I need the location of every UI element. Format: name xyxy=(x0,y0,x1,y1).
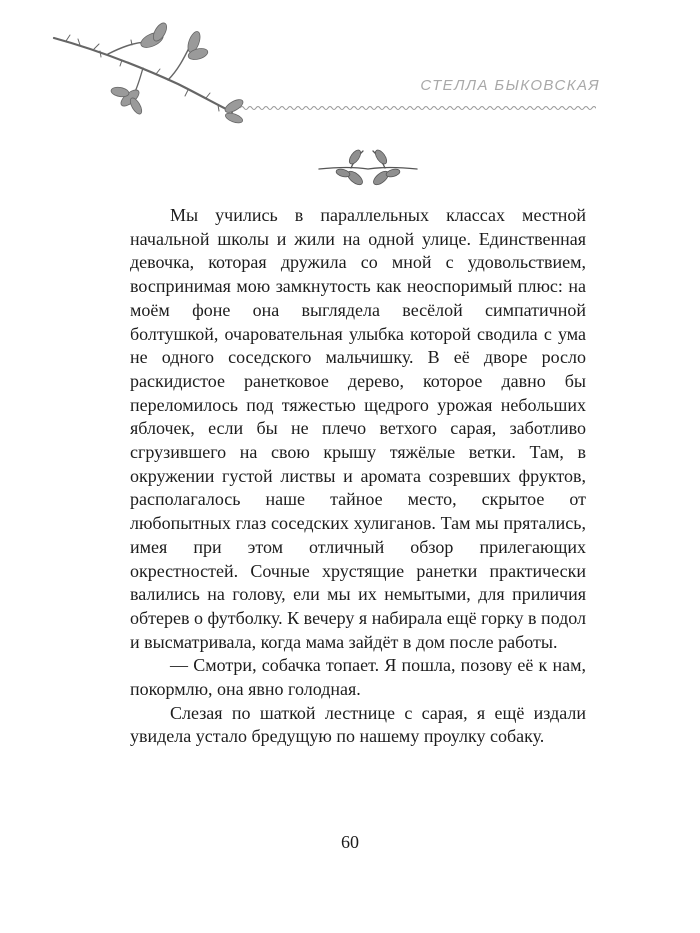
leaf-ornament-icon xyxy=(315,145,421,191)
thorny-branch-icon xyxy=(48,20,248,130)
page-number: 60 xyxy=(341,832,359,852)
paragraph: Мы учились в параллельных классах местной начальной школы и жили на одной улице. Единственная девочка, которая дружила со мной с удовольствием, воспринимая мою замкнутость как неоспоримый плюс: на моём фоне она выглядела весёлой симпатичной болтушкой, очаровательная улыбка которой сводила с ума не одного соседского мальчишку. В её дворе росло раскидистое ранетковое дерево, которое давно бы переломилось под тяжестью щедрого урожая небольших яблочек, если бы не плечо ветхого сарая, заботливо сгрузившего на свою крышу тяжёлые ветки. Там, в окружении густой листвы и аромата созревших фруктов, располагалось наше тайное место, скрытое от любопытных глаз соседских хулиганов. Там мы прятались, имея при этом отличный обзор прилегающих окрестностей. Сочные хрустящие ранетки практически валились на голову, ели мы их немытыми, для приличия обтерев о футболку. К вечеру я набирала ещё горку в подол и высматривала, когда мама зайдёт в дом после работы. xyxy=(130,205,587,652)
paragraph: Слезая по шаткой лестнице с сарая, я ещё издали увидела устало бредущую по нашему проулку собаку. xyxy=(130,702,586,747)
body-text xyxy=(130,204,586,749)
paragraph-dialogue: — Смотри, собачка топает. Я пошла, позову её к нам, покормлю, она явно голодная. xyxy=(130,655,586,700)
header-wavy-divider xyxy=(240,103,596,113)
running-header-author: СТЕЛЛА БЫКОВСКАЯ xyxy=(420,77,600,94)
